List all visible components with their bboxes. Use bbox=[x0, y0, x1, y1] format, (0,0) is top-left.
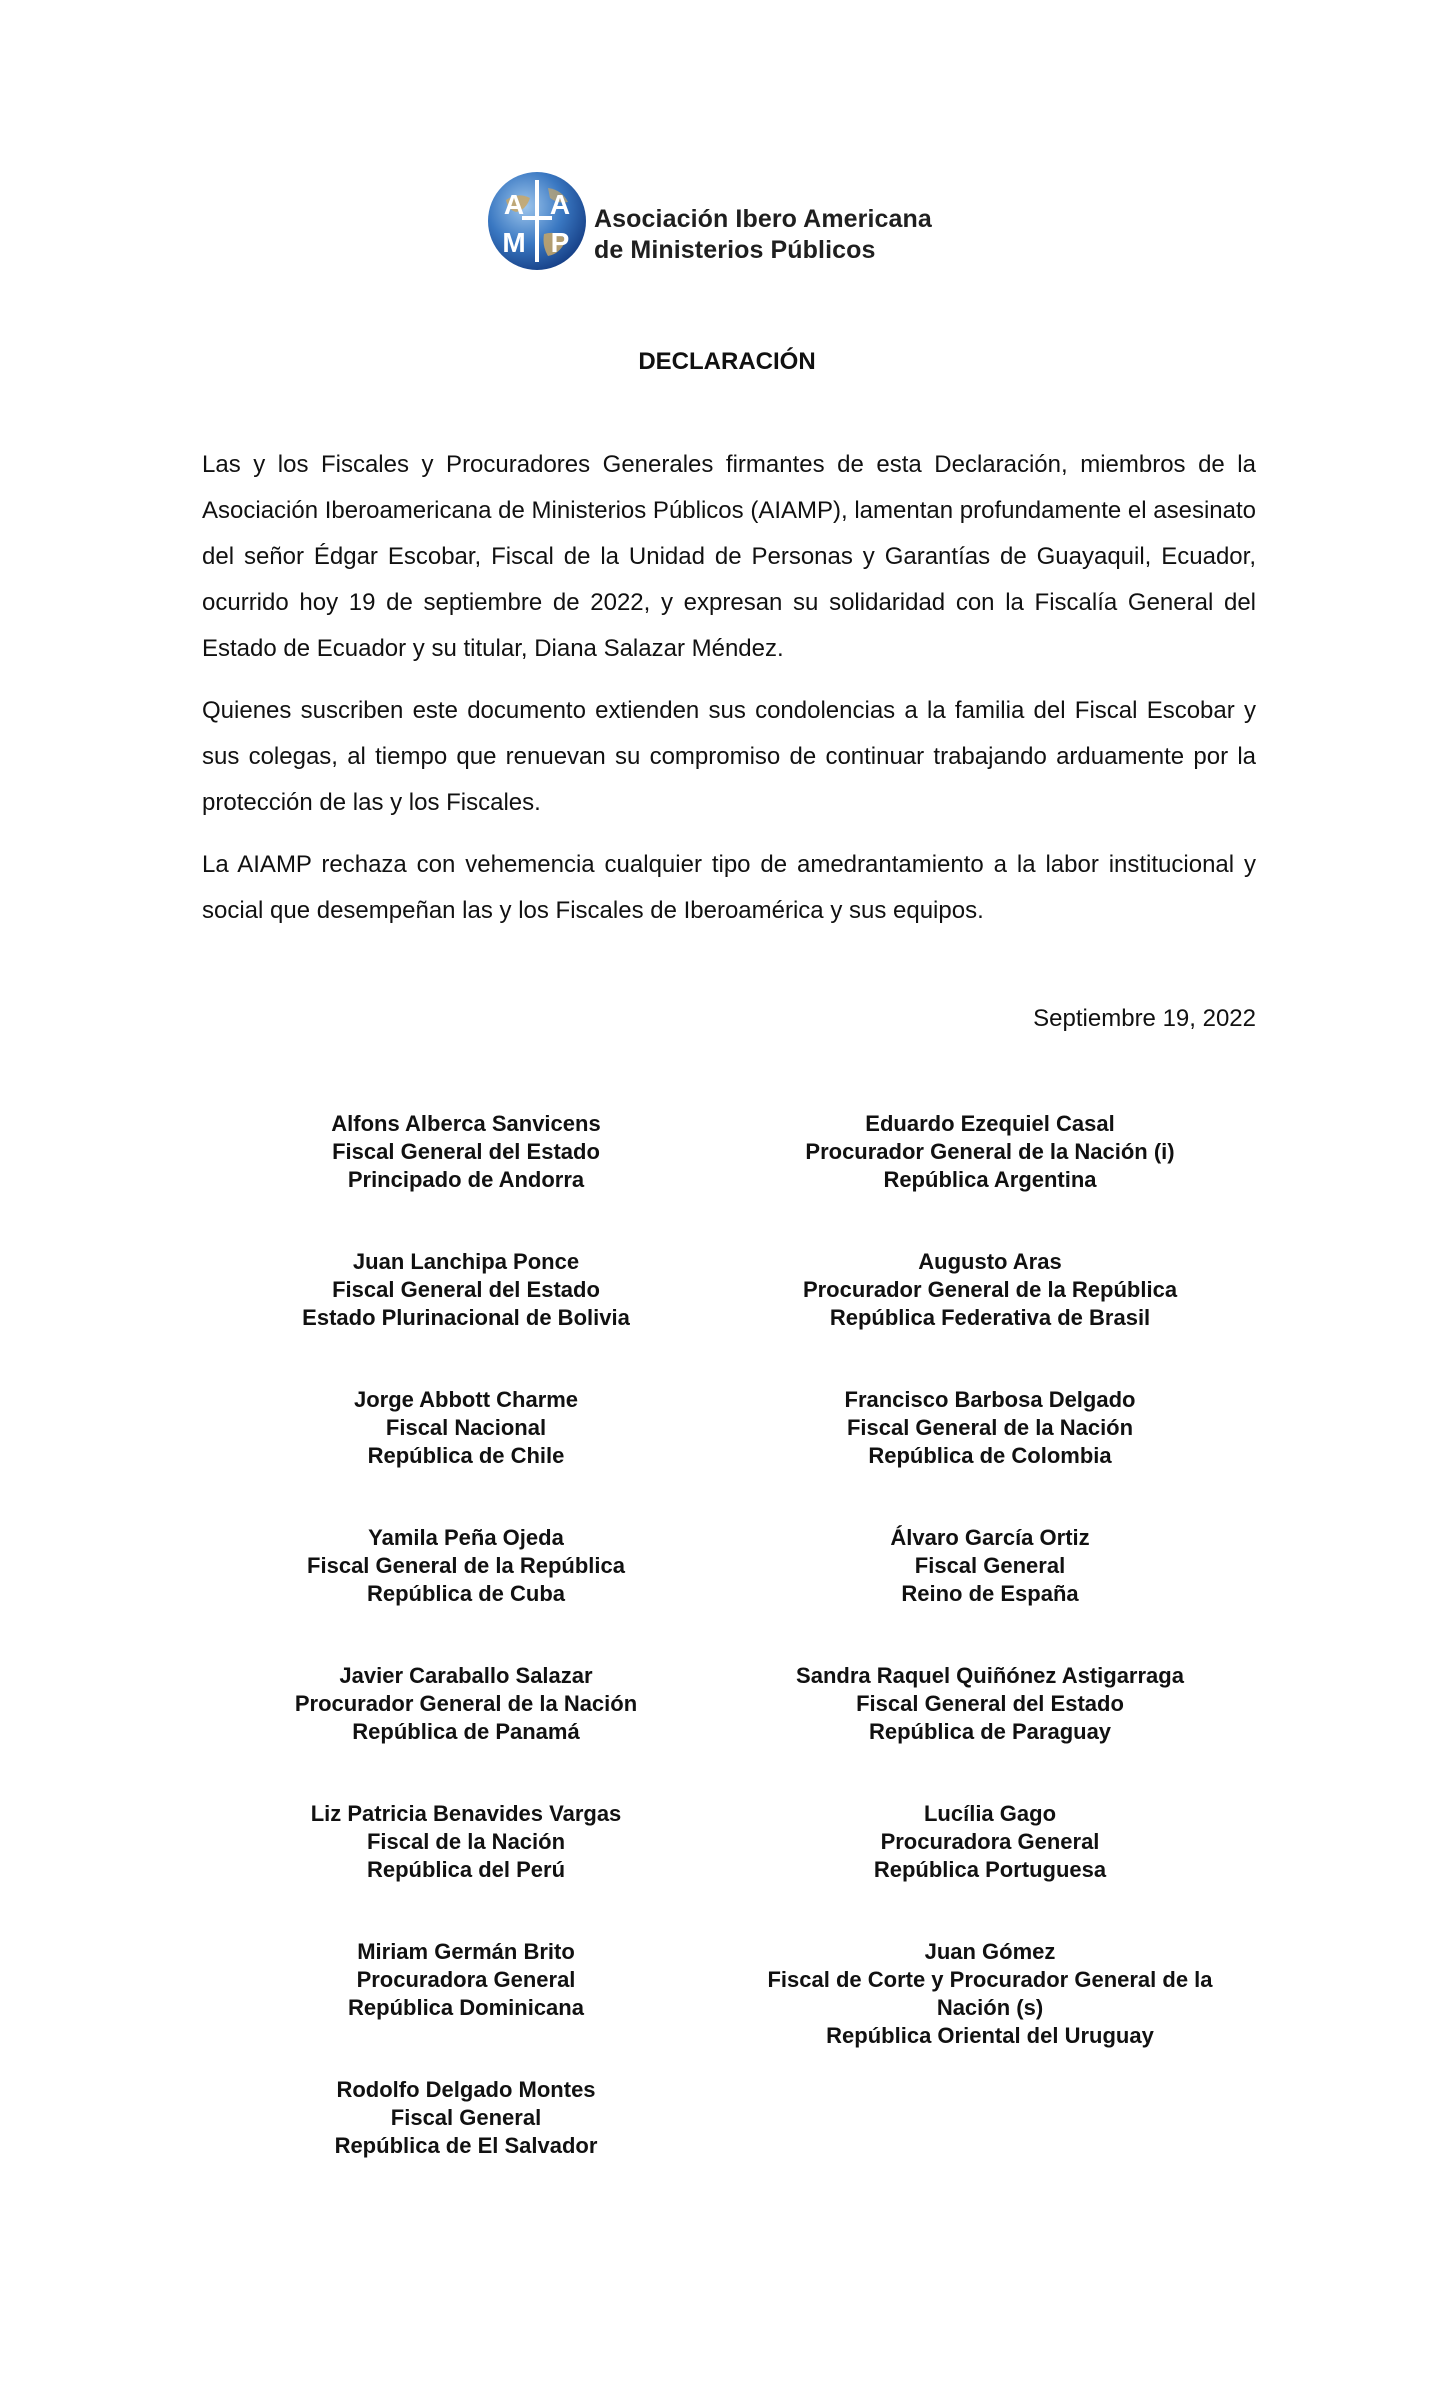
svg-text:P: P bbox=[550, 227, 570, 258]
signatory-block bbox=[206, 1938, 726, 2022]
signatory-country: República de Panamá bbox=[352, 1719, 580, 1744]
signatory-role: Fiscal General del Estado bbox=[856, 1691, 1124, 1716]
signatory-country: República de Cuba bbox=[366, 1581, 566, 1606]
signatory-country: Principado de Andorra bbox=[347, 1167, 585, 1192]
signatory-block bbox=[730, 1110, 1250, 1194]
signatory-role: Fiscal General bbox=[914, 1553, 1066, 1578]
logo-line-2: de Ministerios Públicos bbox=[594, 236, 876, 264]
signatory-name: Yamila Peña Ojeda bbox=[368, 1525, 564, 1550]
signatory-country: República de El Salvador bbox=[334, 2133, 598, 2158]
signatory-role: Fiscal de la Nación bbox=[366, 1829, 566, 1854]
signatory-country: República Oriental del Uruguay bbox=[826, 2023, 1154, 2048]
paragraph-1: Las y los Fiscales y Procuradores Generales firmantes de esta Declaración, miembros de la Asociación Iberoamericana de Ministerios Públicos (AIAMP), lamentan profundamente el asesinato del señor Édgar Escobar, Fiscal de la Unidad de Personas y Garantías de Guayaquil, Ecuador, ocurrido hoy 19 de septiembre de 2022, y expresan su solidaridad con la Fiscalía General del Estado de Ecuador y su titular, Diana Salazar Méndez. bbox=[202, 451, 1256, 662]
globe-emblem-icon bbox=[486, 170, 588, 272]
signatory-name: Lucília Gago bbox=[923, 1801, 1057, 1826]
signatory-role: Fiscal Nacional bbox=[385, 1415, 547, 1440]
signatory-block bbox=[730, 1800, 1250, 1884]
signatory-block bbox=[206, 1800, 726, 1884]
signatory-name: Augusto Aras bbox=[918, 1249, 1062, 1274]
signatory-country: República Dominicana bbox=[348, 1995, 584, 2020]
signatory-country: República Federativa de Brasil bbox=[829, 1305, 1151, 1330]
signatory-name: Sandra Raquel Quiñónez Astigarraga bbox=[796, 1663, 1184, 1688]
signatory-role: Procurador General de la Nación (i) bbox=[805, 1139, 1175, 1164]
svg-text:A: A bbox=[503, 189, 525, 220]
aiamp-logo bbox=[486, 170, 1006, 275]
signatory-name: Miriam Germán Brito bbox=[357, 1939, 575, 1964]
declaration-date: Septiembre 19, 2022 bbox=[1033, 1005, 1256, 1032]
signatory-name: Eduardo Ezequiel Casal bbox=[865, 1111, 1115, 1136]
signatory-role: Procurador General de la República bbox=[802, 1277, 1178, 1302]
signatory-block bbox=[206, 1386, 726, 1470]
signatory-name: Jorge Abbott Charme bbox=[353, 1387, 579, 1412]
signatory-role: Procurador General de la Nación bbox=[294, 1691, 638, 1716]
logo-line-1: Asociación Ibero Americana bbox=[594, 205, 932, 233]
signatory-block bbox=[206, 1524, 726, 1608]
signatory-name: Juan Lanchipa Ponce bbox=[352, 1249, 580, 1274]
signatory-country: República Argentina bbox=[883, 1167, 1097, 1192]
logo-wordmark bbox=[594, 204, 932, 266]
signatory-country: República de Paraguay bbox=[868, 1719, 1112, 1744]
signatory-country: República de Chile bbox=[367, 1443, 565, 1468]
signatory-block bbox=[730, 1524, 1250, 1608]
signatory-block bbox=[206, 2076, 726, 2160]
signatory-role: Fiscal General de la República bbox=[307, 1553, 625, 1578]
signatory-role: Procuradora General bbox=[880, 1829, 1100, 1854]
signatory-name: Liz Patricia Benavides Vargas bbox=[310, 1801, 622, 1826]
signatory-name: Juan Gómez bbox=[924, 1939, 1056, 1964]
signatory-name: Francisco Barbosa Delgado bbox=[844, 1387, 1136, 1412]
svg-text:A: A bbox=[549, 189, 571, 220]
signatory-name: Javier Caraballo Salazar bbox=[339, 1663, 593, 1688]
paragraph-3: La AIAMP rechaza con vehemencia cualquier tipo de amedrantamiento a la labor institucional y social que desempeñan las y los Fiscales de Iberoamérica y sus equipos. bbox=[202, 851, 1256, 924]
signatory-name: Rodolfo Delgado Montes bbox=[336, 2077, 596, 2102]
signatory-role: Procuradora General bbox=[356, 1967, 576, 1992]
signatory-country: República Portuguesa bbox=[873, 1857, 1107, 1882]
signatory-block bbox=[206, 1662, 726, 1746]
signatory-block bbox=[206, 1248, 726, 1332]
signatory-role: Fiscal General del Estado bbox=[332, 1139, 600, 1164]
signatory-country: República del Perú bbox=[366, 1857, 566, 1882]
signatory-block bbox=[730, 1248, 1250, 1332]
svg-text:M: M bbox=[502, 227, 526, 258]
signatory-name: Álvaro García Ortiz bbox=[890, 1525, 1090, 1550]
signatory-block bbox=[730, 1386, 1250, 1470]
signatory-country: Reino de España bbox=[901, 1581, 1079, 1606]
signatory-role: Fiscal General bbox=[390, 2105, 542, 2130]
paragraph-2: Quienes suscriben este documento extienden sus condolencias a la familia del Fiscal Escobar y sus colegas, al tiempo que renuevan su compromiso de continuar trabajando arduamente por la protección de las y los Fiscales. bbox=[202, 697, 1256, 816]
signatory-role: Fiscal de Corte y Procurador General de la Nación (s) bbox=[767, 1967, 1213, 2020]
signatory-block bbox=[206, 1110, 726, 1194]
signatory-country: República de Colombia bbox=[868, 1443, 1112, 1468]
signatory-name: Alfons Alberca Sanvicens bbox=[331, 1111, 601, 1136]
signatory-country: Estado Plurinacional de Bolivia bbox=[302, 1305, 630, 1330]
signatory-role: Fiscal General del Estado bbox=[332, 1277, 600, 1302]
signatory-role: Fiscal General de la Nación bbox=[846, 1415, 1134, 1440]
page-title: DECLARACIÓN bbox=[638, 348, 816, 375]
signatory-block bbox=[730, 1662, 1250, 1746]
declaration-body bbox=[202, 442, 1256, 950]
signatory-block bbox=[730, 1938, 1250, 2050]
